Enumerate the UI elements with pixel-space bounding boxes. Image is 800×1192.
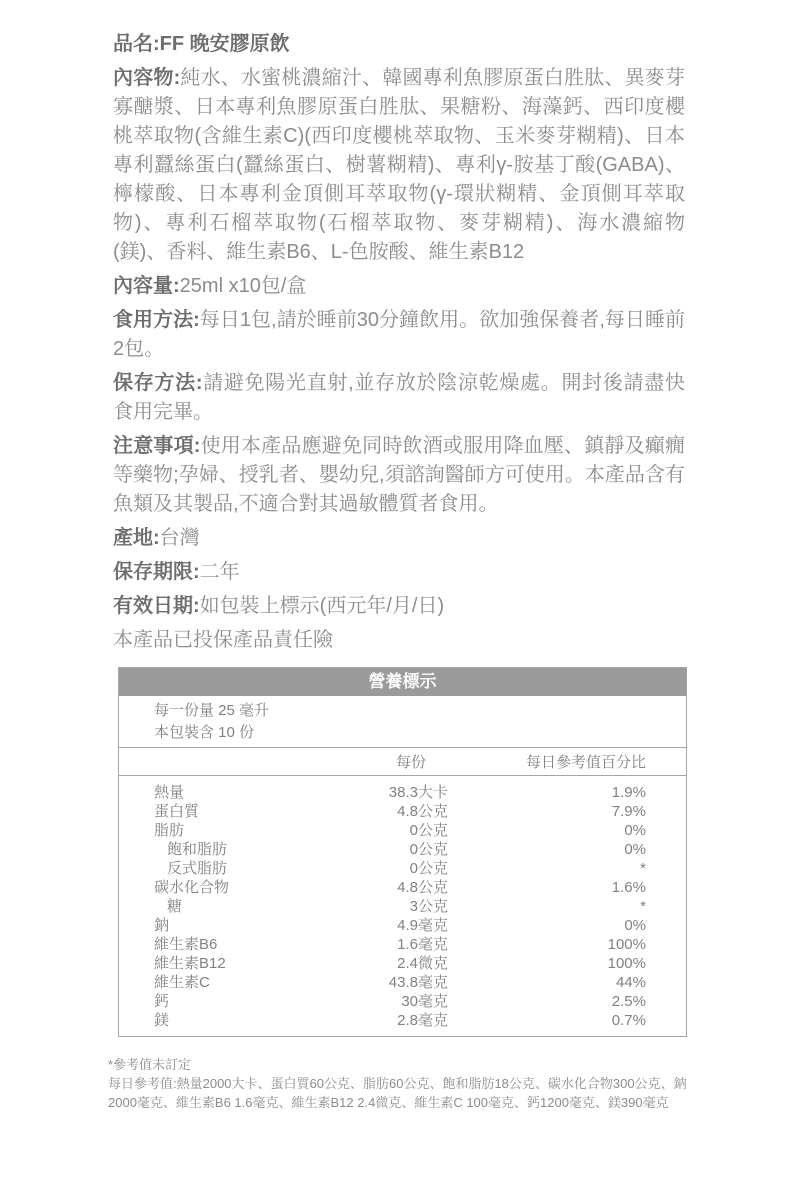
nutrient-name: 鈣 — [154, 993, 170, 1010]
nutrition-rows — [119, 776, 686, 1036]
field-value: 台灣 — [159, 527, 200, 549]
field-value: 二年 — [199, 561, 240, 583]
nutrient-name: 鈉 — [154, 917, 170, 934]
field-label: 品名: — [113, 33, 160, 55]
nutrition-title: 營養標示 — [119, 668, 686, 696]
nutrition-row — [119, 935, 686, 954]
nutrient-name: 維生素C — [154, 974, 210, 991]
nutrition-row — [119, 802, 686, 821]
nutrient-name: 飽和脂肪 — [167, 841, 228, 858]
footnote-reference-undefined: *參考值未訂定 — [108, 1057, 192, 1072]
nutrient-name: 鎂 — [154, 1012, 170, 1029]
field-label: 有效日期: — [113, 595, 200, 617]
nutrition-row — [119, 821, 686, 840]
nutrient-daily-percent: 1.9% — [611, 784, 646, 801]
field-label: 產地: — [113, 527, 160, 549]
field-label: 注意事項: — [113, 435, 201, 457]
nutrition-row — [119, 992, 686, 1011]
field-shelf-life — [113, 558, 685, 587]
field-product-name — [113, 30, 685, 59]
nutrient-amount: 2.8毫克 — [397, 1012, 448, 1029]
servings-per-pack: 本包裝含 10 份 — [154, 724, 255, 741]
field-label: 食用方法: — [113, 309, 200, 331]
field-value: 25ml x10包/盒 — [179, 275, 307, 297]
nutrient-amount: 2.4微克 — [397, 955, 448, 972]
nutrition-row — [119, 973, 686, 992]
nutrient-daily-percent: * — [640, 860, 646, 877]
nutrient-daily-percent: * — [640, 898, 646, 915]
field-label: 保存期限: — [113, 561, 200, 583]
field-value: FF 晚安膠原飲 — [159, 33, 290, 55]
nutrient-name: 脂肪 — [154, 822, 185, 839]
nutrient-amount: 1.6毫克 — [397, 936, 448, 953]
nutrient-amount: 0公克 — [409, 860, 448, 877]
nutrient-amount: 4.8公克 — [397, 803, 448, 820]
field-value: 每日1包,請於睡前30分鐘飲用。欲加強保養者,每日睡前2包。 — [113, 309, 685, 360]
serving-size: 每一份量 25 毫升 — [154, 702, 270, 719]
field-value: 如包裝上標示(西元年/月/日) — [199, 595, 445, 617]
nutrient-name: 糖 — [167, 898, 183, 915]
nutrient-daily-percent: 44% — [615, 974, 646, 991]
nutrient-amount: 4.9毫克 — [397, 917, 448, 934]
field-value: 使用本產品應避免同時飲酒或服用降血壓、鎮靜及癲癇等藥物;孕婦、授乳者、嬰幼兒,須諮詢醫師方可使用。本產品含有魚類及其製品,不適合對其過敏體質者食用。 — [113, 435, 685, 515]
nutrition-row — [119, 1011, 686, 1030]
nutrition-row — [119, 859, 686, 878]
nutrient-amount: 4.8公克 — [397, 879, 448, 896]
nutrient-name: 維生素B6 — [154, 936, 218, 953]
nutrition-column-headers — [119, 748, 686, 776]
nutrient-daily-percent: 0% — [624, 917, 646, 934]
nutrient-daily-percent: 0% — [624, 841, 646, 858]
nutrient-name: 蛋白質 — [154, 803, 200, 820]
nutrient-daily-percent: 0% — [624, 822, 646, 839]
field-label: 內容量: — [113, 275, 180, 297]
nutrient-amount: 30毫克 — [401, 993, 448, 1010]
nutrition-serving-info — [119, 696, 686, 748]
field-ingredients — [113, 64, 685, 267]
col-header-daily-percent: 每日參考值百分比 — [525, 754, 646, 771]
nutrient-amount: 0公克 — [409, 822, 448, 839]
nutrition-row — [119, 878, 686, 897]
nutrition-row — [119, 840, 686, 859]
field-net-content — [113, 272, 685, 301]
nutrition-row — [119, 954, 686, 973]
nutrient-name: 維生素B12 — [154, 955, 226, 972]
field-label: 保存方法: — [113, 372, 203, 394]
footnote-daily-reference-values: 每日參考值:熱量2000大卡、蛋白質60公克、脂肪60公克、飽和脂肪18公克、碳水化合物300公克、鈉2000毫克、維生素B6 1.6毫克、維生素B12 2.4微克、維生素C 100毫克、鈣1200毫克、鎂390毫克 — [108, 1076, 687, 1110]
field-storage — [113, 369, 685, 427]
field-value: 請避免陽光直射,並存放於陰涼乾燥處。開封後請盡快食用完畢。 — [113, 372, 685, 423]
nutrient-daily-percent: 1.6% — [611, 879, 646, 896]
nutrient-daily-percent: 7.9% — [611, 803, 646, 820]
nutrient-daily-percent: 0.7% — [611, 1012, 646, 1029]
field-expiry-date — [113, 592, 685, 621]
field-origin — [113, 524, 685, 553]
nutrient-name: 碳水化合物 — [154, 879, 230, 896]
nutrition-row — [119, 783, 686, 802]
field-usage — [113, 306, 685, 364]
field-precautions — [113, 432, 685, 519]
col-header-per-serving: 每份 — [395, 754, 426, 771]
footnotes — [108, 1055, 693, 1112]
nutrient-amount: 3公克 — [409, 898, 448, 915]
nutrient-name: 熱量 — [154, 784, 185, 801]
nutrient-amount: 0公克 — [409, 841, 448, 858]
nutrition-row — [119, 916, 686, 935]
nutrient-daily-percent: 100% — [607, 955, 646, 972]
insurance-note: 本產品已投保產品責任險 — [113, 629, 333, 651]
nutrient-amount: 43.8毫克 — [388, 974, 448, 991]
field-value: 純水、水蜜桃濃縮汁、韓國專利魚膠原蛋白胜肽、異麥芽寡醣漿、日本專利魚膠原蛋白胜肽、果糖粉、海藻鈣、西印度櫻桃萃取物(含維生素C)(西印度櫻桃萃取物、玉米麥芽糊精)、日本專利蠶絲蛋白(蠶絲蛋白、樹薯糊精)、專利γ-胺基丁酸(GABA)、檸檬酸、日本專利金頂側耳萃取物(γ-環狀糊精、金頂側耳萃取物)、專利石榴萃取物(石榴萃取物、麥芽糊精)、海水濃縮物(鎂)、香料、維生素B6、L-色胺酸、維生素B12 — [113, 67, 685, 263]
nutrient-daily-percent: 2.5% — [611, 993, 646, 1010]
nutrition-table — [118, 667, 687, 1037]
nutrient-amount: 38.3大卡 — [388, 784, 448, 801]
nutrition-row — [119, 897, 686, 916]
field-label: 內容物: — [113, 67, 181, 89]
nutrient-daily-percent: 100% — [607, 936, 646, 953]
nutrient-name: 反式脂肪 — [167, 860, 228, 877]
